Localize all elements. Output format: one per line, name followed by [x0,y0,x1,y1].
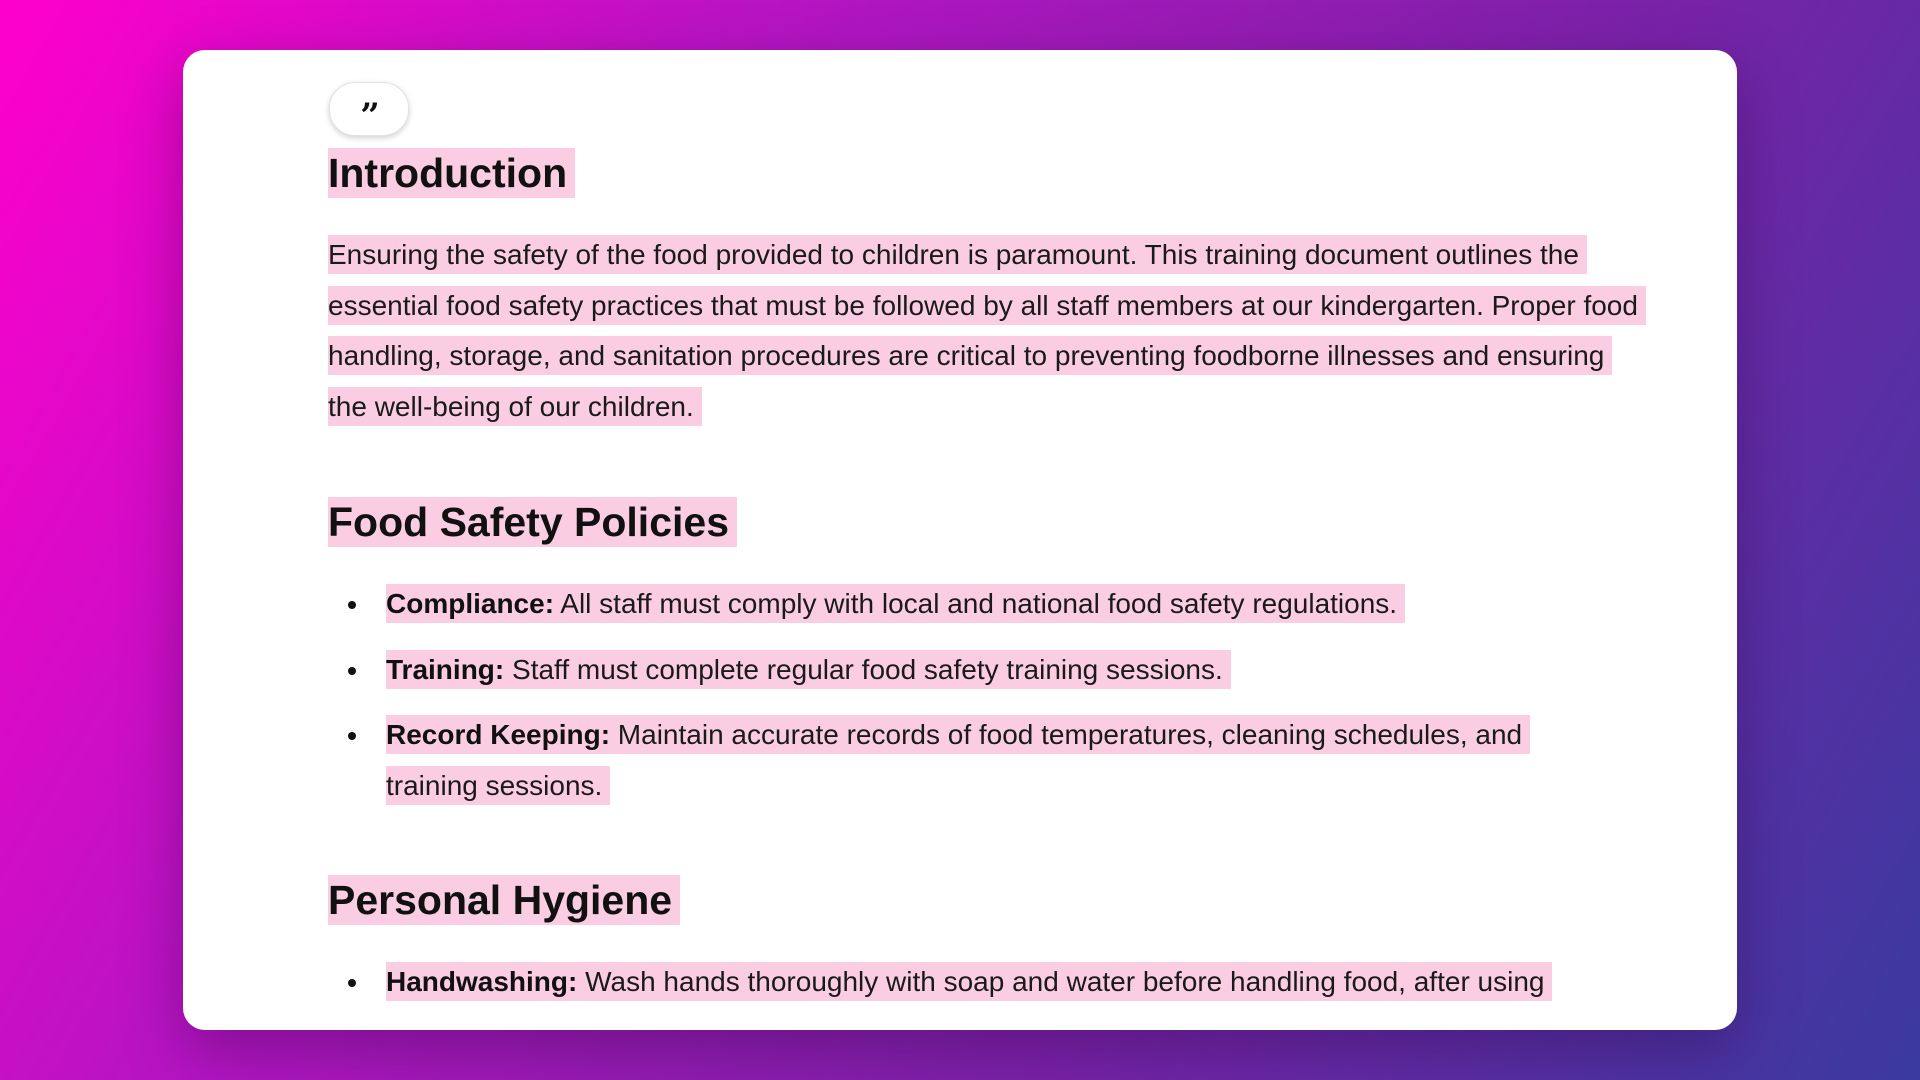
list-item-label: Handwashing: [386,966,578,997]
list-item [328,579,1648,630]
list-item-label: Training: [386,653,505,685]
heading-introduction [328,144,575,202]
list-item [328,957,1648,1008]
heading-personal-hygiene-text: Personal Hygiene [328,875,680,925]
document-card [183,50,1737,1030]
introduction-paragraph [328,230,1638,432]
hygiene-list [328,957,1648,1008]
quote-button[interactable] [329,82,409,136]
heading-introduction-text: Introduction [328,148,575,198]
list-item-text: Maintain accurate records of food temperatures, cleaning schedules, and training sessions. [386,719,1523,801]
heading-food-safety-policies-text: Food Safety Policies [328,497,737,547]
policies-list [328,579,1648,811]
list-item-text: All staff must comply with local and national food safety regulations. [554,588,1398,619]
list-item-text: Staff must complete regular food safety training sessions. [504,653,1223,685]
list-item [328,645,1648,696]
list-item-label: Record Keeping: [386,719,611,750]
quote-icon: ” [360,96,378,136]
heading-personal-hygiene [328,871,680,929]
list-item-text: Wash hands thoroughly with soap and water before handling food, after using [577,966,1545,997]
introduction-paragraph-text: Ensuring the safety of the food provided to children is paramount. This training document outlines the essential food safety practices that must be followed by all staff members at our kindergarten. Proper food handling, storage, and sanitation procedures are critical to preventing foodborne illnesses and ensuring the well-being of our children. [328,235,1646,426]
list-item [328,710,1596,811]
list-item-label: Compliance: [386,588,555,619]
heading-food-safety-policies [328,493,737,551]
